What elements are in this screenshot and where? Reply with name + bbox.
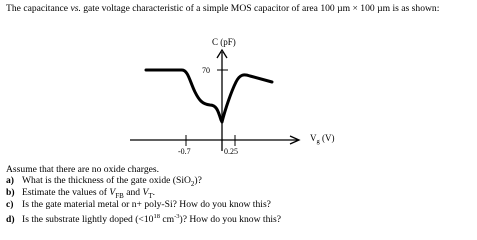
question-a-text: What is the thickness of the gate oxide (SiO [22,175,191,186]
question-d-suffix: )? How do you know this? [179,214,282,226]
question-d-mid: cm [159,214,175,226]
assumption: Assume that there are no oxide charges. [6,164,160,175]
question-a-sub: 2 [190,179,195,188]
question-b-suffix: . [152,187,156,198]
vfb-symbol: V [109,187,116,198]
y-tick-label: 70 [202,66,210,75]
vt-symbol: V [142,187,149,198]
vfb-sub: FB [115,191,124,200]
question-d-sup2: -3 [174,213,180,220]
vt-sub: T [148,191,153,200]
y-axis-label: C (pF) [212,37,236,47]
question-a-letter: a) [6,175,14,186]
intro-vs: vs. [70,3,81,14]
question-d-sup1: 18 [153,213,160,220]
intro-text-1: The capacitance [6,3,71,14]
question-a-suffix: )? [194,175,202,186]
question-c-letter: c) [6,199,14,210]
question-d-text: Is the substrate lightly doped (<10 [22,214,154,226]
question-b-text: Estimate the values of [22,187,110,198]
x-tick-left-label: -0.7 [178,147,191,156]
question-c [6,199,271,210]
question-d [6,211,281,225]
x-tick-right-label: 0.25 [224,147,238,156]
cv-curve [146,70,272,122]
question-b-letter: b) [6,187,15,198]
question-b-mid: and [123,187,143,198]
x-axis-label: $V_g$ (V) [310,133,335,145]
intro-text-2: gate voltage characteristic of a simple MOS capacitor of area 100 µm × 100 µm is as shown: [80,3,440,14]
question-c-text: Is the gate material metal or n+ poly-Si? How do you know this? [22,199,271,210]
question-d-letter: d) [6,214,15,226]
